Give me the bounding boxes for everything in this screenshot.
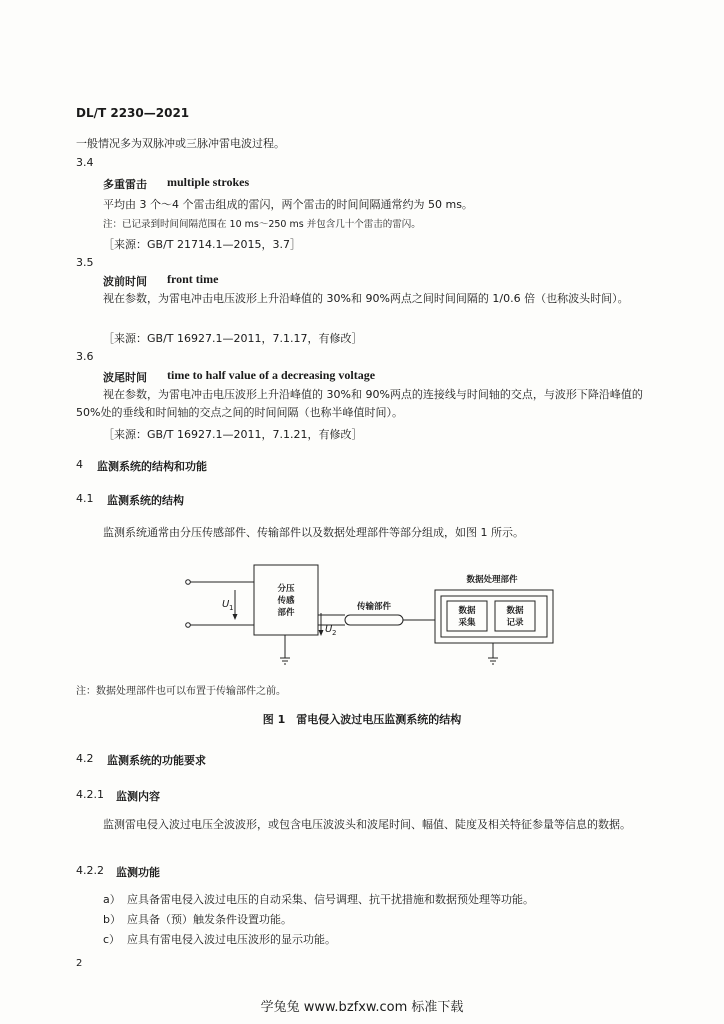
list-item: 应具有雷电侵入波过电压波形的显示功能。: [127, 933, 336, 946]
divider-label-line: 分压: [277, 584, 295, 594]
term-en: time to half value of a decreasing voltage: [167, 368, 376, 382]
term-en: front time: [167, 272, 219, 286]
term-zh: 波前时间: [103, 275, 147, 288]
term-number: 3.4: [76, 156, 94, 169]
section-title: 监测系统的结构和功能: [97, 460, 207, 473]
divider-label-line: 部件: [277, 608, 295, 618]
term-source: ［来源：GB/T 16927.1—2011，7.1.17，有修改］: [103, 332, 363, 345]
acquisition-label-line: 采集: [458, 618, 476, 628]
transmission-cable: [345, 615, 403, 625]
section-body: 监测系统通常由分压传感部件、传输部件以及数据处理部件等部分组成，如图 1 所示。: [103, 526, 524, 539]
figure-note: 注：数据处理部件也可以布置于传输部件之前。: [76, 686, 286, 697]
term-source: ［来源：GB/T 21714.1—2015，3.7］: [103, 238, 301, 251]
term-note: 注：已记录到时间间隔范围在 10 ms～250 ms 并包含几十个雷击的雷闪。: [103, 219, 421, 230]
u2-subscript: 2: [332, 629, 337, 637]
acquisition-label-line: 数据: [458, 606, 476, 616]
u1-subscript: 1: [229, 604, 234, 612]
intro-line: 一般情况多为双脉冲或三脉冲雷电波过程。: [76, 137, 285, 150]
page-number: 2: [76, 958, 83, 969]
list-marker: b）: [103, 913, 121, 926]
section-title: 监测系统的功能要求: [107, 754, 206, 767]
term-zh: 波尾时间: [103, 371, 147, 384]
recording-label-line: 数据: [506, 606, 524, 616]
figure-caption: 图 1 雷电侵入波过电压监测系统的结构: [262, 713, 462, 726]
list-item: 应具备（预）触发条件设置功能。: [127, 913, 292, 926]
input-terminal: [186, 623, 191, 628]
term-zh: 多重雷击: [103, 178, 147, 191]
section-title: 监测系统的结构: [107, 494, 184, 507]
term-en: multiple strokes: [167, 175, 250, 189]
list-item: 应具备雷电侵入波过电压的自动采集、信号调理、抗干扰措施和数据预处理等功能。: [127, 893, 534, 906]
term-definition: 视在参数，为雷电冲击电压波形上升沿峰值的 30%和 90%两点的连接线与时间轴的交点，与波形下降沿峰值的 50%处的垂线和时间轴的交点之间的时间间隔（也称半峰值时间）。: [76, 388, 643, 419]
list-marker: c）: [103, 933, 121, 946]
watermark-footer[interactable]: 学兔兔 www.bzfxw.com 标准下载: [260, 1000, 464, 1015]
input-terminal: [186, 580, 191, 585]
section-title: 监测功能: [116, 866, 160, 879]
section-title: 监测内容: [116, 790, 160, 803]
term-number: 3.6: [76, 350, 94, 363]
section-number: 4: [76, 458, 83, 471]
u1-label: U: [222, 599, 230, 610]
section-number: 4.2.1: [76, 788, 104, 801]
section-number: 4.2: [76, 752, 94, 765]
section-number: 4.1: [76, 492, 94, 505]
standard-number: DL/T 2230—2021: [76, 106, 190, 120]
data-processing-label: 数据处理部件: [466, 575, 518, 585]
recording-label-line: 记录: [506, 618, 524, 628]
monitoring-system-diagram: [0, 560, 724, 685]
list-marker: a）: [103, 893, 121, 906]
u2-label: U: [325, 624, 333, 635]
section-body: 监测雷电侵入波过电压全波波形，或包含电压波波头和波尾时间、幅值、陡度及相关特征参量等信息的数据。: [103, 818, 631, 831]
transmission-label: 传输部件: [356, 602, 392, 612]
term-number: 3.5: [76, 256, 94, 269]
term-definition: 视在参数，为雷电冲击电压波形上升沿峰值的 30%和 90%两点之间时间间隔的 1/0.6 倍（也称波头时间）。: [103, 292, 629, 305]
term-source: ［来源：GB/T 16927.1—2011，7.1.21，有修改］: [103, 428, 363, 441]
divider-label-line: 传感: [277, 596, 295, 606]
section-number: 4.2.2: [76, 864, 104, 877]
term-definition: 平均由 3 个～4 个雷击组成的雷闪，两个雷击的时间间隔通常约为 50 ms。: [103, 198, 473, 211]
